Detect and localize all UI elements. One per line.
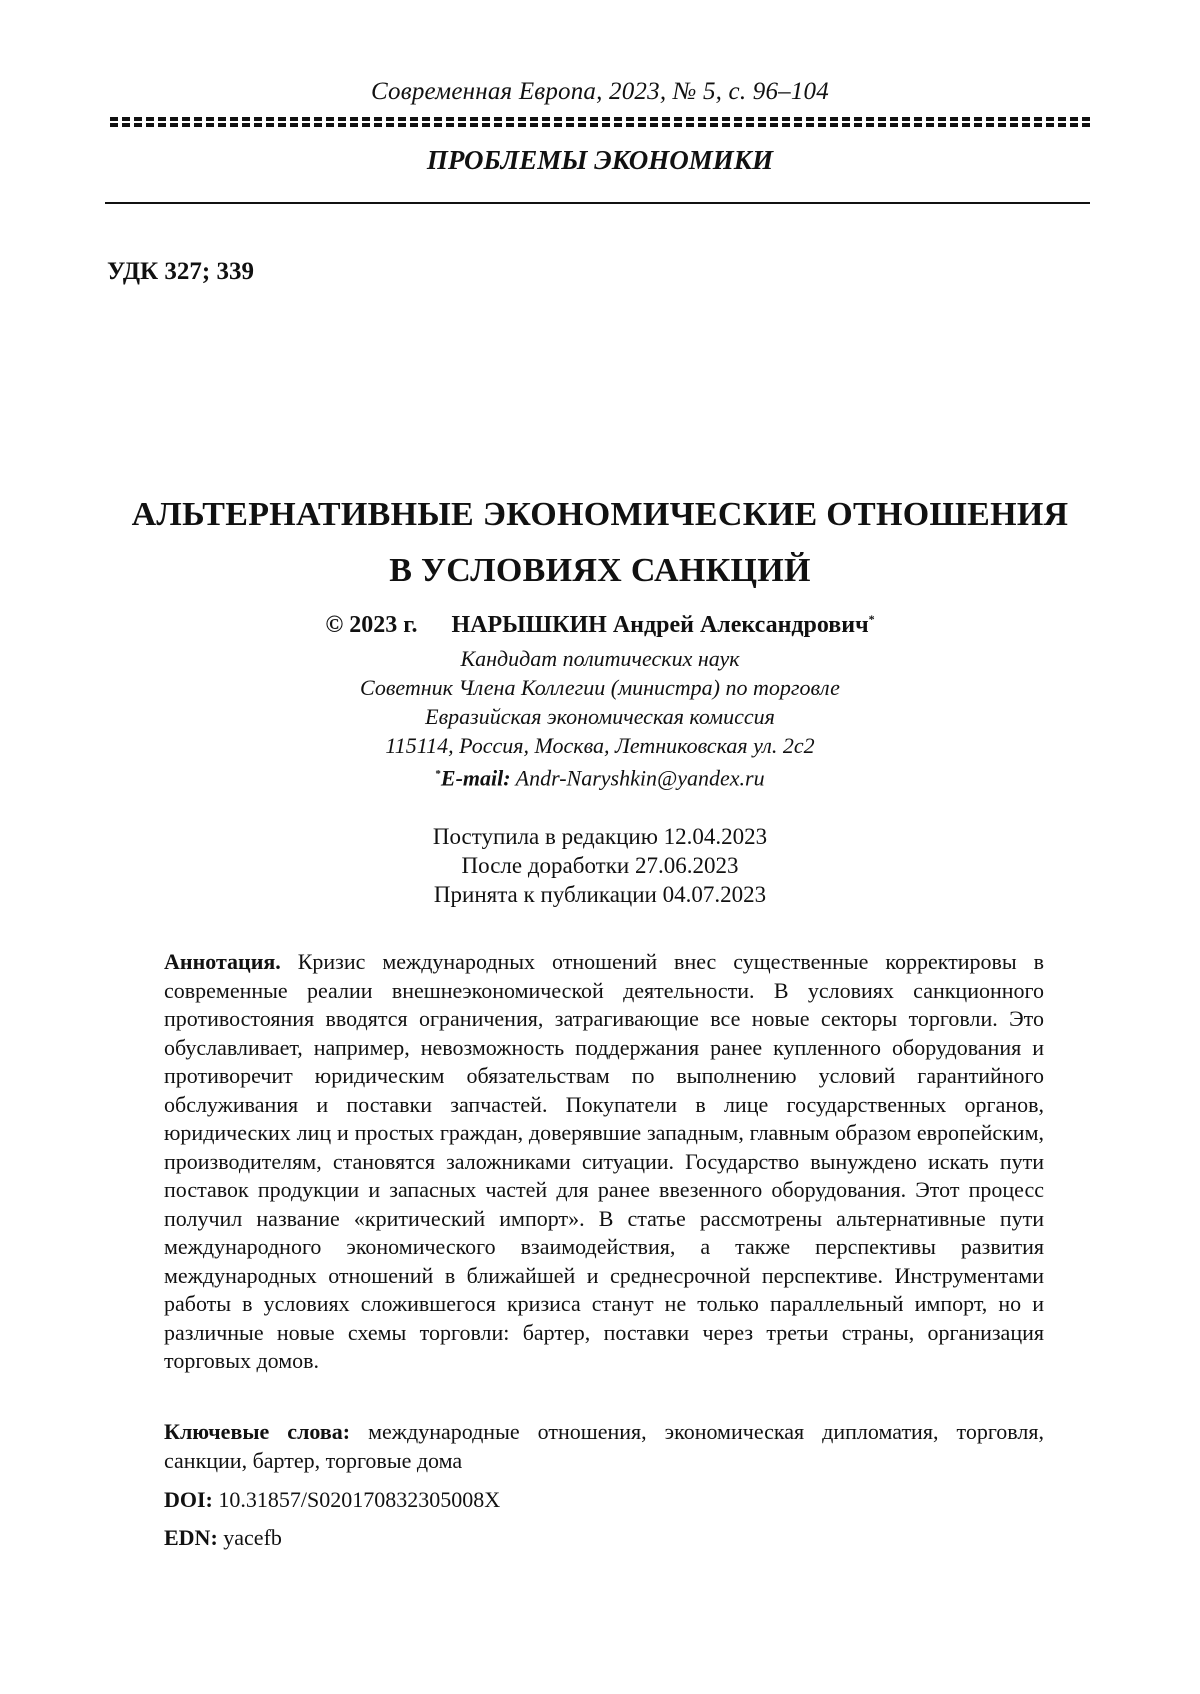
- article-title: [0, 487, 1200, 599]
- author-position: Советник Члена Коллегии (министра) по торговле: [360, 675, 840, 700]
- date-received: Поступила в редакцию 12.04.2023: [432, 824, 768, 849]
- submission-dates: [0, 822, 1200, 909]
- author-affiliation: [0, 644, 1200, 792]
- journal-citation: Современная Европа, 2023, № 5, с. 96–104: [371, 78, 829, 105]
- title-line-2: В УСЛОВИЯХ САНКЦИЙ: [389, 552, 811, 589]
- author-address: 115114, Россия, Москва, Летниковская ул. 2с2: [385, 733, 815, 758]
- keywords: [164, 1418, 1044, 1475]
- keywords-text: международные отношения, экономическая дипломатия, торговля, санкции, бартер, торговые дома: [164, 1419, 1044, 1473]
- keywords-label: Ключевые слова:: [164, 1419, 351, 1444]
- header-rule: [105, 202, 1090, 204]
- edn-value[interactable]: yacefb: [223, 1525, 282, 1550]
- doi-line: [164, 1487, 500, 1513]
- edn-label: EDN:: [164, 1525, 218, 1550]
- header-double-rule: [110, 117, 1090, 127]
- section-title: ПРОБЛЕМЫ ЭКОНОМИКИ: [426, 145, 774, 175]
- abstract-label: Аннотация.: [164, 949, 281, 974]
- email-label: E-mail:: [440, 765, 511, 791]
- author-email[interactable]: Andr-Naryshkin@yandex.ru: [515, 765, 765, 791]
- author-organization: Евразийская экономическая комиссия: [425, 704, 775, 729]
- doi-value[interactable]: 10.31857/S020170832305008X: [218, 1487, 501, 1512]
- author-degree: Кандидат политических наук: [460, 646, 740, 671]
- abstract: [164, 948, 1044, 1376]
- date-revised: После доработки 27.06.2023: [461, 853, 739, 878]
- abstract-text: Кризис международных отношений внес существенные корректировы в современные реалии внешнеэкономической деятельности. В условиях санкционного противостояния вводятся ограничения, затрагивающие все новые секторы торговли. Это обуславливает, например, невозможность поддержания ранее купленного оборудования и противоречит юридическим обязательствам по выполнению условий гарантийного обслуживания и поставки запчастей. Покупатели в лице государственных органов, юридических лиц и простых граждан, доверявшие западным, главным образом европейским, производителям, становятся заложниками ситуации. Государство вынуждено искать пути поставок продукции и запасных частей для ранее ввезенного оборудования. Этот процесс получил название «критический импорт». В статье рассмотрены альтернативные пути международного экономического взаимодействия, а также перспективы развития международных отношений в ближайшей и среднесрочной перспективе. Инструментами работы в условиях сложившегося кризиса станут не только параллельный импорт, но и различные новые схемы торговли: бартер, поставки через третьи страны, организация торговых домов.: [164, 949, 1045, 1373]
- author-email-line: [0, 760, 1200, 792]
- author-line: [0, 612, 1200, 639]
- edn-line: [164, 1525, 282, 1551]
- author-footnote-mark: *: [868, 612, 875, 626]
- udk-code: УДК 327; 339: [107, 258, 254, 285]
- email-footnote-mark: *: [435, 768, 441, 780]
- title-line-1: АЛЬТЕРНАТИВНЫЕ ЭКОНОМИЧЕСКИЕ ОТНОШЕНИЯ: [131, 496, 1069, 533]
- date-accepted: Принята к публикации 04.07.2023: [433, 882, 767, 907]
- doi-label: DOI:: [164, 1487, 213, 1512]
- author-name: НАРЫШКИН Андрей Александрович: [451, 612, 869, 638]
- copyright-year: © 2023 г.: [325, 612, 418, 638]
